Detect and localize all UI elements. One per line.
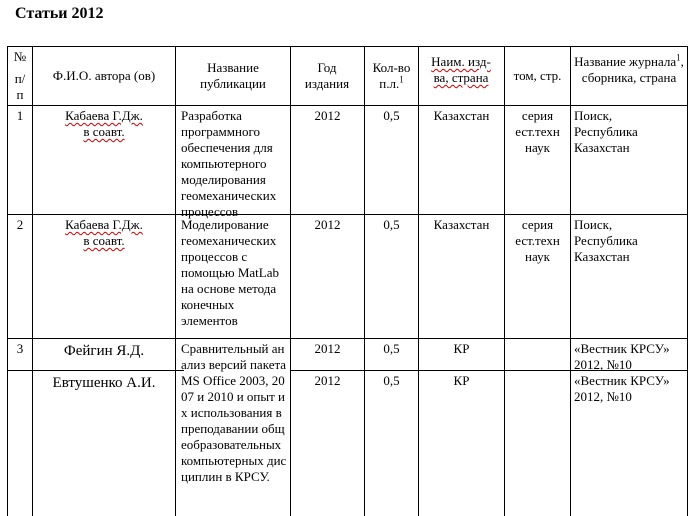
row2-title: Моделирование геомеханических процессов с помощью MatLab на основе метода конечных элементов (181, 217, 279, 328)
table-rule (175, 46, 176, 516)
row3-year: 2012 (314, 341, 341, 356)
row1-pages: 0,5 (383, 108, 400, 123)
table-rule (570, 46, 571, 516)
row1-volume: серия ест.техн наук (515, 108, 560, 155)
header-volume: том, стр. (513, 68, 562, 83)
row1-author: Кабаева Г.Дж. в соавт. (65, 108, 143, 139)
row4-author: Евтушенко А.И. (52, 375, 156, 391)
table-rule (7, 338, 688, 339)
header-year: Год издания (304, 60, 350, 91)
table-rule (687, 46, 688, 516)
row2-year: 2012 (314, 217, 341, 232)
row3-num: 3 (16, 341, 24, 356)
header-pages-count: Кол-во п.л.$^1$ (372, 60, 411, 91)
page-heading: Статьи 2012 (15, 5, 104, 22)
row2-publisher: Казахстан (433, 217, 490, 232)
row2-num: 2 (16, 217, 24, 232)
row1-journal: Поиск, Республика Казахстан (574, 108, 638, 155)
row3-title: Сравнительный анализ версий пакета MS Office 2003, 2007 и 2010 и опыт их использования в преподавании общеобразовательных компьютерных дисциплин в КРСУ. (181, 341, 287, 484)
header-title: Название публикации (200, 60, 266, 91)
table-rule (7, 46, 688, 47)
row1-year: 2012 (314, 108, 341, 123)
row3-journal: «Вестник КРСУ» 2012, №10 (574, 341, 670, 372)
row3-publisher: КР (453, 341, 470, 356)
row2-volume: серия ест.техн наук (515, 217, 560, 264)
row3-pages: 0,5 (383, 341, 400, 356)
table-rule (7, 105, 688, 106)
row4-pages: 0,5 (383, 373, 400, 388)
row2-journal: Поиск, Республика Казахстан (574, 217, 638, 264)
row4-year: 2012 (314, 373, 341, 388)
row2-author: Кабаева Г.Дж. в соавт. (65, 217, 143, 248)
header-journal: Название журнала$^1$, сборника, страна (574, 52, 684, 85)
table-rule (7, 370, 184, 371)
row1-title: Разработка программного обеспечения для компьютерного моделирования геомеханических процессов (181, 108, 277, 219)
row1-num: 1 (16, 108, 24, 123)
row4-publisher: КР (453, 373, 470, 388)
header-author: Ф.И.О. автора (ов) (52, 68, 156, 83)
row2-pages: 0,5 (383, 217, 400, 232)
header-num: № п/ п (13, 49, 27, 102)
row1-publisher: Казахстан (433, 108, 490, 123)
header-publisher: Наим. изд-ва, страна (431, 54, 491, 85)
publications-table (7, 46, 688, 516)
row4-journal: «Вестник КРСУ» 2012, №10 (574, 373, 670, 404)
table-rule (7, 214, 688, 215)
row3-author: Фейгин Я.Д. (63, 343, 145, 359)
